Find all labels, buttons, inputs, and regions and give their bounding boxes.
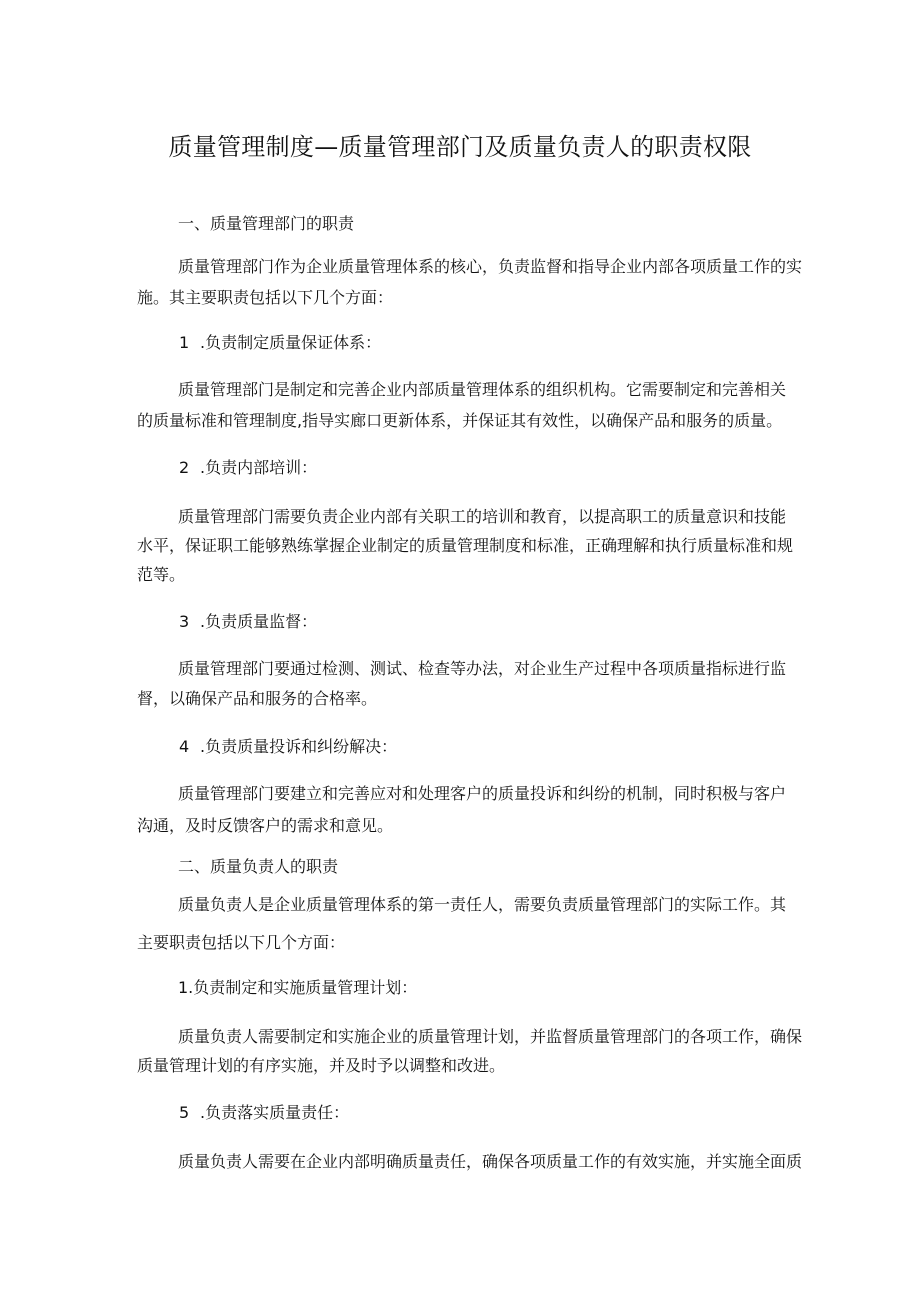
paragraph-line: 质量负责人需要在企业内部明确质量责任，确保各项质量工作的有效实施，并实施全面质 (178, 1152, 803, 1171)
paragraph-line: 质量管理部门要通过检测、测试、检查等办法，对企业生产过程中各项质量指标进行监 (178, 659, 787, 678)
paragraph-line: 质量管理计划的有序实施，并及时予以调整和改进。 (137, 1056, 506, 1075)
item-number: 1 (179, 333, 190, 352)
item-heading: .负责质量投诉和纠纷解决： (200, 737, 398, 756)
item-heading: .负责内部培训： (200, 458, 318, 477)
paragraph-line: 的质量标准和管理制度,指导实廊口更新体系，并保证其有效性，以确保产品和服务的质量。 (137, 411, 783, 430)
section-2-intro-line: 质量负责人是企业质量管理体系的第一责任人，需要负责质量管理部门的实际工作。其 (178, 895, 787, 914)
item-number: 2 (179, 458, 190, 477)
item-heading: .负责质量监督： (200, 612, 318, 631)
item-heading: .负责落实质量责任： (200, 1103, 350, 1122)
item-number: 4 (179, 737, 190, 756)
paragraph-line: 督，以确保产品和服务的合格率。 (137, 689, 378, 708)
section-2-intro-line: 主要职责包括以下几个方面： (137, 933, 346, 952)
paragraph-line: 质量管理部门要建立和完善应对和处理客户的质量投诉和纠纷的机制，同时积极与客户 (178, 784, 787, 803)
paragraph-line: 水平，保证职工能够熟练掌握企业制定的质量管理制度和标准，正确理解和执行质量标准和规 (137, 536, 794, 555)
section-1-intro-line: 施。其主要职责包括以下几个方面： (137, 288, 394, 307)
paragraph-line: 质量负责人需要制定和实施企业的质量管理计划，并监督质量管理部门的各项工作，确保 (178, 1027, 803, 1046)
paragraph-line: 沟通，及时反馈客户的需求和意见。 (137, 816, 394, 835)
section-1-heading: 一、质量管理部门的职责 (178, 214, 355, 233)
item-number: 5 (179, 1103, 190, 1122)
section-1-intro-line: 质量管理部门作为企业质量管理体系的核心，负责监督和指导企业内部各项质量工作的实 (178, 257, 803, 276)
document-title: 质量管理制度—质量管理部门及质量负责人的职责权限 (168, 133, 752, 161)
item-heading: 1.负责制定和实施质量管理计划： (178, 978, 418, 997)
item-number: 3 (179, 612, 190, 631)
paragraph-line: 质量管理部门是制定和完善企业内部质量管理体系的组织机构。它需要制定和完善相关 (178, 380, 787, 399)
section-2-heading: 二、质量负责人的职责 (178, 857, 339, 876)
paragraph-line: 质量管理部门需要负责企业内部有关职工的培训和教育，以提高职工的质量意识和技能 (178, 507, 787, 526)
item-heading: .负责制定质量保证体系： (200, 333, 382, 352)
paragraph-line: 范等。 (137, 565, 186, 584)
